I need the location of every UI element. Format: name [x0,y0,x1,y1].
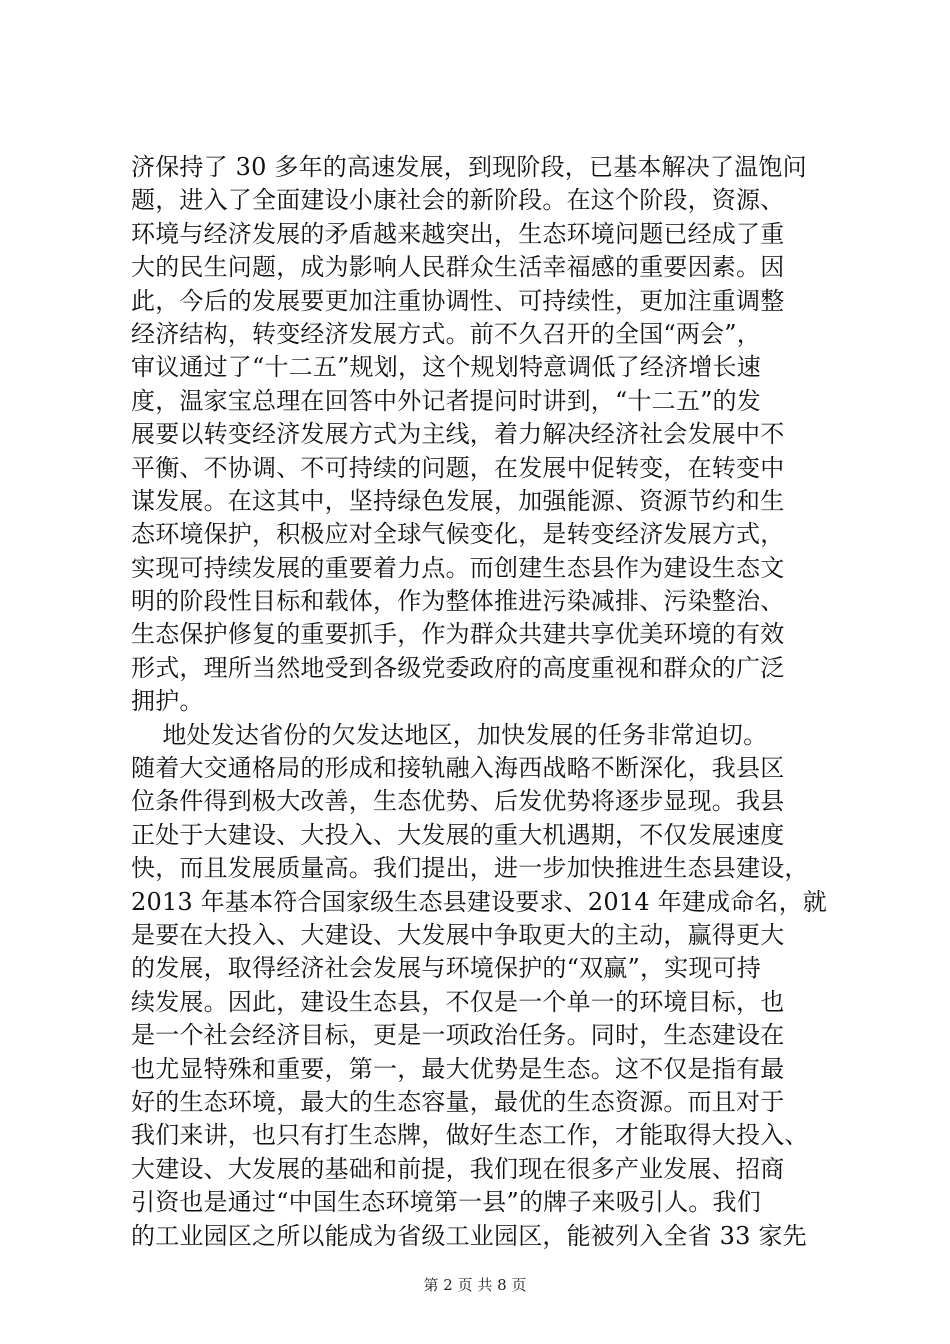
text-line: 经济结构，转变经济发展方式。前不久召开的全国“两会”， [131,319,761,348]
text-line: 生态保护修复的重要抓手，作为群众共建共享优美环境的有效 [131,620,785,649]
text-line: 济保持了 30 多年的高速发展，到现阶段，已基本解决了温饱问 [131,153,807,181]
text-line: 环境与经济发展的矛盾越来越突出，生态环境问题已经成了重 [131,219,785,248]
text-line: 引资也是通过“中国生态环境第一县”的牌子来吸引人。我们 [131,1188,761,1217]
text-line: 正处于大建设、大投入、大发展的重大机遇期，不仅发展速度 [131,820,785,849]
text-line: 2013 年基本符合国家级生态县建设要求、2014 年建成命名，就 [131,887,828,916]
text-line: 地处发达省份的欠发达地区，加快发展的任务非常迫切。 [131,720,768,749]
page-footer: 第 2 页 共 8 页 [423,1276,527,1294]
text-line: 平衡、不协调、不可持续的问题，在发展中促转变，在转变中 [131,453,785,482]
text-line: 位条件得到极大改善，生态优势、后发优势将逐步显现。我县 [131,787,785,816]
text-line: 随着大交通格局的形成和接轨融入海西战略不断深化，我县区 [131,754,785,783]
text-line: 也尤显特殊和重要，第一，最大优势是生态。这不仅是指有最 [131,1054,785,1083]
body-text [131,151,831,1253]
text-line: 是要在大投入、大建设、大发展中争取更大的主动，赢得更大 [131,920,785,949]
text-line: 大的民生问题，成为影响人民群众生活幸福感的重要因素。因 [131,253,785,282]
text-line: 题，进入了全面建设小康社会的新阶段。在这个阶段，资源、 [131,186,785,215]
text-line: 大建设、大发展的基础和前提，我们现在很多产业发展、招商 [131,1154,785,1183]
text-line: 的工业园区之所以能成为省级工业园区，能被列入全省 33 家先 [131,1221,807,1250]
text-line: 此，今后的发展要更加注重协调性、可持续性，更加注重调整 [131,286,785,315]
text-line: 我们来讲，也只有打生态牌，做好生态工作，才能取得大投入、 [131,1121,809,1150]
text-line: 拥护。 [131,687,204,716]
text-line: 谋发展。在这其中，坚持绿色发展，加强能源、资源节约和生 [131,486,785,515]
text-line: 续发展。因此，建设生态县，不仅是一个单一的环境目标，也 [131,987,785,1016]
text-line: 明的阶段性目标和载体，作为整体推进污染减排、污染整治、 [131,587,785,616]
text-line: 是一个社会经济目标，更是一项政治任务。同时，生态建设在 [131,1021,785,1050]
text-line: 态环境保护，积极应对全球气候变化，是转变经济发展方式， [131,520,785,549]
text-line: 好的生态环境，最大的生态容量，最优的生态资源。而且对于 [131,1087,785,1116]
text-line: 快，而且发展质量高。我们提出，进一步加快推进生态县建设， [131,854,809,883]
text-line: 审议通过了“十二五”规划，这个规划特意调低了经济增长速 [131,353,761,382]
text-line: 实现可持续发展的重要着力点。而创建生态县作为建设生态文 [131,553,785,582]
text-line: 形式，理所当然地受到各级党委政府的高度重视和群众的广泛 [131,653,785,682]
text-line: 的发展，取得经济社会发展与环境保护的“双赢”，实现可持 [131,954,761,983]
text-line: 展要以转变经济发展方式为主线，着力解决经济社会发展中不 [131,420,785,449]
text-line: 度，温家宝总理在回答中外记者提问时讲到，“十二五”的发 [131,386,761,415]
